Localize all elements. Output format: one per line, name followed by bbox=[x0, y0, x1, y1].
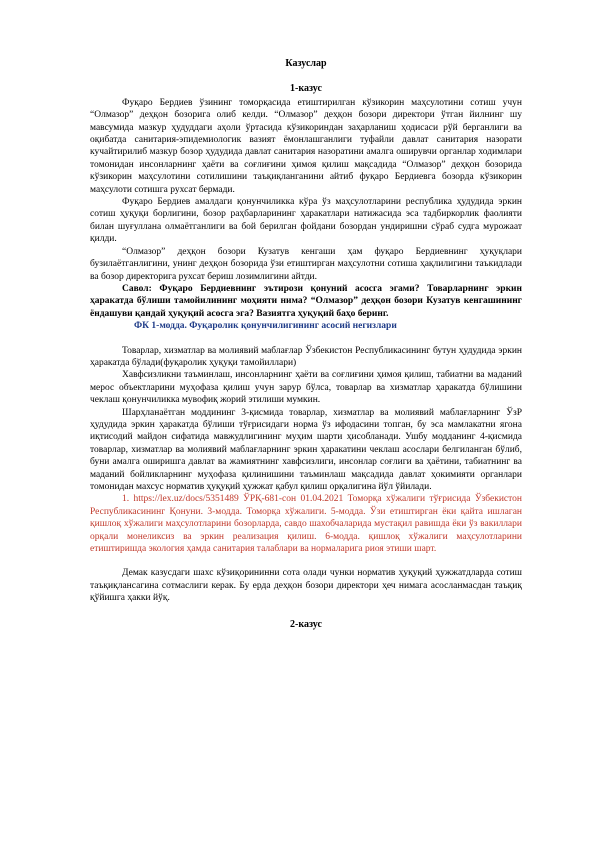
case-paragraph: Фуқаро Бердиев ўзининг томорқасида етиштирилган кўзикорин маҳсулотини сотиш учун “Олмазор” деҳқон бозорига олиб келди. “Олмазор” деҳқон бозори директори ўтган йилнинг шу мавсумида мазкур ҳудуддаги аҳоли ўртасида кўзикориндан заҳарланиш ҳодисаси рўй берганлиги ва оқибатда санитария-эпидемиологик вазият ёмонлашганлиги туфайли давлат санитария назорати кучайтирилиб мазкур бозор ҳудудида давлат санитария назоратини амалга оширувчи органлар ходимлари томонидан инсонларнинг ҳаёти ва соғлиғини ҳимоя қилиш мақсадида “Олмазор” деҳқон бозорида кўзикорин маҳсулотини сотилишини таъқиқланганини айтиб фуқаро Бердиевга бозорда кўзикорин маҳсулоти сотишга рухсат бермади. bbox=[90, 97, 522, 195]
case-1-title: 1-казус bbox=[290, 83, 322, 95]
document-content bbox=[90, 58, 522, 631]
case-question: Савол: Фуқаро Бердиевнинг эътирози қонуний асосга эгами? Товарларнинг эркин ҳаракатда бўлиши тамойилининг моҳияти нима? “Олмазор” деҳқон бозори Кузатув кенгашининг ёндашуви қандай ҳуқуқий асосга эга? Вазиятга ҳуқуқий баҳо беринг. bbox=[90, 283, 522, 319]
page-title: Казуслар bbox=[285, 58, 327, 69]
case-2-title: 2-казус bbox=[290, 618, 322, 630]
conclusion-paragraph: Демак казусдаги шахс кўзиқорининни сота олади чунки норматив ҳуқуқий ҳужжатдларда сотиш таъқиқлансагина сотмаслиги керак. Бу ерда деҳқон бозори директори ҳеч нимага асосланмасдан таъқиқ қўйишга ҳакки йўқ. bbox=[90, 568, 522, 604]
law-paragraph: Товарлар, хизматлар ва молиявий маблағлар Ўзбекистон Республикасининг бутун ҳудудида эркин ҳаракатда бўлади(фуқаролик ҳуқуқи тамойиллари) bbox=[90, 345, 522, 368]
spacer bbox=[90, 555, 522, 567]
legal-reference: 1. https://lex.uz/docs/5351489 ЎРҚ-681-сон 01.04.2021 Томорқа хўжалиги тўғрисида Ўзбекистон Республикасининг Қонуни. 3-модда. Томорқа хўжалиги. 5-модда. Ўзи етиштирган ёки қайта ишлаган қишлоқ хўжалиги маҳсулотларини бозорларда, савдо шахобчаларида мустақил равишда ёки ўз вакиллари орқали монеликсиз ва эркин реализация қилиш. 6-модда. қишлоқ хўжалиги маҳсулотларини етиштиришда экология ҳамда санитария талаблари ва нормаларига риоя этиши шарт. bbox=[90, 494, 522, 555]
case-paragraph: Фуқаро Бердиев амалдаги қонунчиликка кўра ўз маҳсулотларини республика ҳудудида эркин сотиш ҳуқуқи борлигини, бозор раҳбарларининг ҳаракатлари натижасида эса тадбиркорлик фаолияти билан шуғуллана олмаётганлиги ва бой берилган фойдани бозордан ундиришни сўраб судга мурожаат қилди. bbox=[90, 197, 522, 245]
law-paragraph: Шарҳланаётган моддининг 3-қисмида товарлар, хизматлар ва молиявий маблағларнинг ЎзР ҳудудида эркин ҳаракатда бўлиши тўғрисидаги норма ўз ифодасини топган, бу эса мамлакатни ягона иқтисодий майдон сифатида мавжудлигининг муҳим шарти ҳисобланади. Ушбу модданинг 4-қисмида товарлар, хизматлар ва молиявий маблағларнинг эркин ҳаракатини чеклаш асослари белгиланган бўлиб, буни амалга оширишга давлат ва жамиятнинг хавфсизлиги, инсонлар соғлиги ва ҳаётини, табиатнинг ва маданий бойликларнинг муҳофаза қилинишини таъминлаш мақсадида давлат ҳокимияти органлари томонидан махсус норматив ҳуқуқий ҳужжат қабул қилиш орқалигина йўл ўйилади. bbox=[90, 407, 522, 492]
case-paragraph: “Олмазор” деҳқон бозори Кузатув кенгаши ҳам фуқаро Бердиевнинг ҳуқуқлари бузилаётганлигини, унинг деҳқон бозорида ўзи етиштирган маҳсулотни сотиша ҳақлилигини таъкидлади ва бозор директорига рухсат бериш лозимлигини айтди. bbox=[90, 246, 522, 282]
law-paragraph: Хавфсизликни таъминлаш, инсонларнинг ҳаёти ва соғлиғини ҳимоя қилиш, табиатни ва маданий мерос объектларини муҳофаза қилиш учун зарур бўлса, товарлар ва хизматлар ҳаракатда бўлишини чеклаш қонунчиликка мувофиқ жорий этилиши мумкин. bbox=[90, 370, 522, 406]
law-article-heading: ФК 1-модда. Фуқаролик қонунчилигининг асосий негизлари bbox=[134, 321, 397, 332]
